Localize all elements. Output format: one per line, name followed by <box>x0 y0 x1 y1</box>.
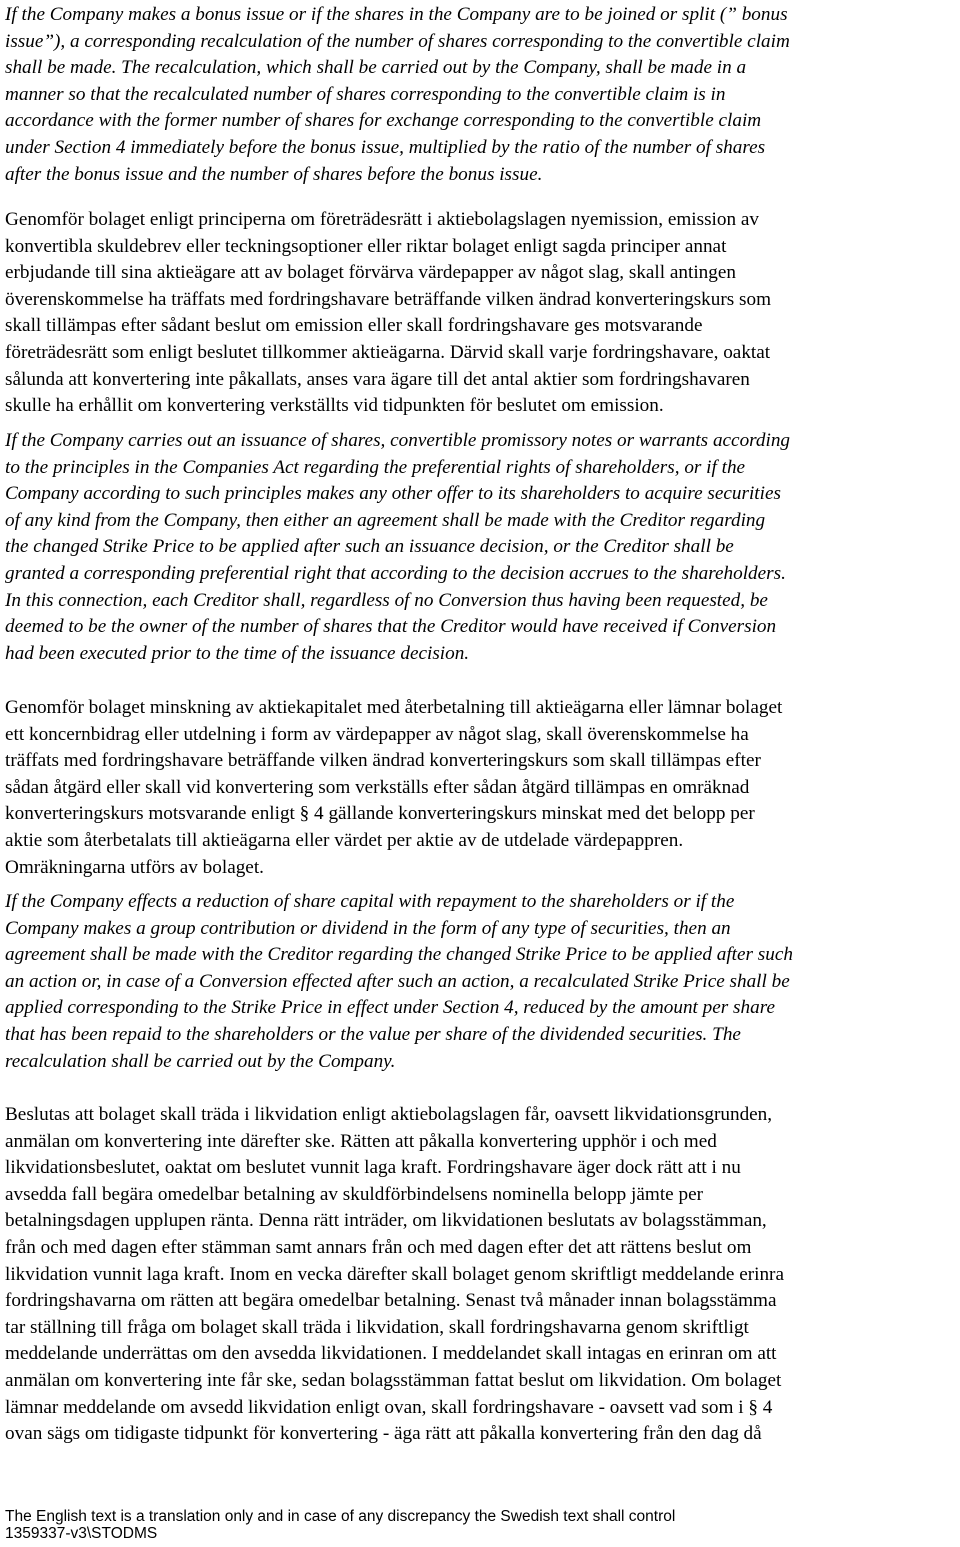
text-line: under Section 4 immediately before the bonus issue, multiplied by the ratio of the number of shares <box>5 136 766 158</box>
text-line: If the Company effects a reduction of share capital with repayment to the shareholders or if the <box>5 891 735 912</box>
text-line: lämnar meddelande om avsedd likvidation enligt ovan, skall fordringshavare - oavsett vad som i § 4 <box>5 1396 773 1418</box>
paragraph-sv-nyemission <box>5 207 960 420</box>
text-line: meddelande underrättas om den avsedda likvidationen. I meddelandet skall intagas en erinran om att <box>5 1343 777 1365</box>
text-line: deemed to be the owner of the number of shares that the Creditor would have received if Conversion <box>5 616 777 638</box>
translation-note: The English text is a translation only and in case of any discrepancy the Swedish text shall control <box>5 1508 676 1525</box>
text-line: Company according to such principles makes any other offer to its shareholders to acquire securities <box>5 483 781 505</box>
text-line: överenskommelse ha träffats med fordringshavare beträffande vilken ändrad konverteringskurs som <box>5 288 772 310</box>
text-line: aktie som återbetalats till aktieägarna eller värdet per aktie av de utdelade värdepappren. <box>5 829 684 851</box>
text-line: avsedda fall begära omedelbar betalning av skuldförbindelsens nominella belopp jämte per <box>5 1183 703 1205</box>
paragraph-en-issuance <box>5 428 960 667</box>
text-line: skulle ha erhållit om konvertering verkställts vid tidpunkten för beslutet om emission. <box>5 395 664 417</box>
text-line: manner so that the recalculated number of shares corresponding to the convertible claim is in <box>5 83 726 105</box>
text-line: träffats med fordringshavare beträffande vilken ändrad konverteringskurs som skall tillämpas efter <box>5 750 761 772</box>
text-line: skall tillämpas efter sådant beslut om emission eller skall fordringshavare ges motsvarande <box>5 315 703 337</box>
text-line: shall be made. The recalculation, which shall be carried out by the Company, shall be made in a <box>5 57 747 79</box>
text-line: that has been repaid to the shareholders or the value per share of the dividended securities. The <box>5 1023 741 1045</box>
document-id: 1359337-v3\STODMS <box>5 1525 158 1542</box>
text-line: accordance with the former number of shares for exchange corresponding to the convertible claim <box>5 110 762 132</box>
text-line: the changed Strike Price to be applied after such an issuance decision, or the Creditor shall be <box>5 536 734 558</box>
text-line: konverteringskurs motsvarande enligt § 4 gällande konverteringskurs minskat med det belopp per <box>5 803 755 825</box>
text-line: från och med dagen efter stämman samt annars från och med dagen efter det att rättens beslut om <box>5 1236 752 1258</box>
text-line: sådan åtgärd eller skall vid konvertering som verkställs efter sådan åtgärd tillämpas en omräknad <box>5 776 750 798</box>
text-line: ovan sägs om tidigaste tidpunkt för konvertering - äga rätt att påkalla konvertering från den dag då <box>5 1423 762 1445</box>
text-line: Omräkningarna utförs av bolaget. <box>5 856 264 878</box>
text-line: Company makes a group contribution or dividend in the form of any type of securities, then an <box>5 917 731 939</box>
text-line: tar ställning till fråga om bolaget skall träda i likvidation, skall fordringshavarna genom skriftligt <box>5 1316 749 1338</box>
text-line: likvidationsbeslutet, oaktat om beslutet vunnit laga kraft. Fordringshavare äger dock rätt att i nu <box>5 1157 741 1179</box>
page-footer <box>5 1508 955 1542</box>
text-line: issue”), a corresponding recalculation of the number of shares corresponding to the convertible claim <box>5 30 790 52</box>
paragraph-en-reduction <box>5 889 960 1075</box>
text-line: företrädesrätt som enligt beslutet tillkommer aktieägarna. Därvid skall varje fordringshavare, oaktat <box>5 341 771 363</box>
text-line: an action or, in case of a Conversion effected after such an action, a recalculated Strike Price shall be <box>5 970 790 992</box>
text-line: applied corresponding to the Strike Price in effect under Section 4, reduced by the amount per share <box>5 997 775 1019</box>
text-line: konvertibla skuldebrev eller teckningsoptioner eller riktar bolaget enligt sagda principer annat <box>5 235 727 257</box>
text-line: of any kind from the Company, then either an agreement shall be made with the Creditor regarding <box>5 509 766 531</box>
text-line: fordringshavarna om rätten att begära omedelbar betalning. Senast två månader innan bolagsstämma <box>5 1290 777 1312</box>
paragraph-en-bonus-issue <box>5 2 960 188</box>
text-line: to the principles in the Companies Act regarding the preferential rights of shareholders, or if the <box>5 456 746 478</box>
text-line: erbjudande till sina aktieägare att av bolaget förvärva värdepapper av något slag, skall antingen <box>5 262 736 284</box>
text-line: anmälan om konvertering inte därefter ske. Rätten att påkalla konvertering upphör i och med <box>5 1130 717 1152</box>
text-line: Genomför bolaget minskning av aktiekapitalet med återbetalning till aktieägarna eller lämnar bolaget <box>5 697 783 718</box>
text-line: anmälan om konvertering inte får ske, sedan bolagsstämman fattat beslut om likvidation. Om bolaget <box>5 1369 782 1391</box>
text-line: after the bonus issue and the number of shares before the bonus issue. <box>5 163 543 185</box>
text-line: agreement shall be made with the Creditor regarding the changed Strike Price to be applied after such <box>5 944 793 966</box>
text-line: granted a corresponding preferential right that according to the decision accrues to the shareholders. <box>5 562 786 584</box>
text-line: In this connection, each Creditor shall, regardless of no Conversion thus having been requested, be <box>5 589 768 611</box>
text-line: had been executed prior to the time of the issuance decision. <box>5 642 470 664</box>
text-line: betalningsdagen upplupen ränta. Denna rätt inträder, om likvidationen beslutats av bolagsstämman, <box>5 1210 767 1232</box>
text-line: likvidation vunnit laga kraft. Inom en vecka därefter skall bolaget genom skriftligt meddelande erinra <box>5 1263 784 1285</box>
text-line: Beslutas att bolaget skall träda i likvidation enligt aktiebolagslagen får, oavsett likvidationsgrunden, <box>5 1104 773 1125</box>
paragraph-sv-likvidation <box>5 1102 960 1448</box>
text-line: If the Company makes a bonus issue or if the shares in the Company are to be joined or split (” bonus <box>5 4 788 25</box>
paragraph-sv-minskning <box>5 695 960 881</box>
text-line: Genomför bolaget enligt principerna om företrädesrätt i aktiebolagslagen nyemission, emission av <box>5 209 759 230</box>
text-line: ett koncernbidrag eller utdelning i form av värdepapper av något slag, skall överenskommelse ha <box>5 723 749 745</box>
text-line: sålunda att konvertering inte påkallats, anses vara ägare till det antal aktier som fordringshavaren <box>5 368 750 390</box>
text-line: recalculation shall be carried out by the Company. <box>5 1050 396 1072</box>
text-line: If the Company carries out an issuance of shares, convertible promissory notes or warrants according <box>5 430 791 451</box>
